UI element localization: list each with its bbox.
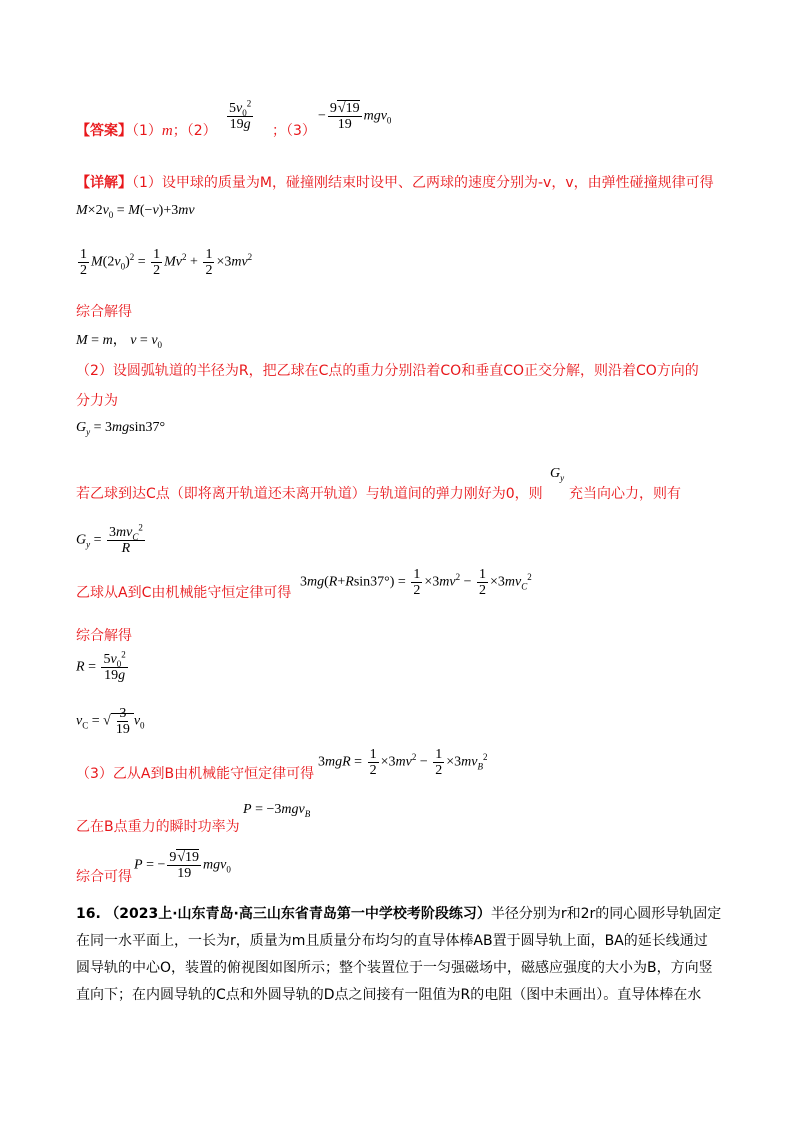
answer-label: 【答案】 <box>76 123 132 139</box>
answer-sep2: ； <box>272 123 286 139</box>
answer-part1: （1） <box>132 123 162 139</box>
momentum-equation: $M\times 2v_0 = M(-v)+3mv$ <box>76 203 195 220</box>
question-16 <box>76 901 726 1009</box>
condition-line <box>76 483 543 503</box>
part2-line2: 分力为 <box>76 393 118 409</box>
condition-text-b: 充当向心力，则有 <box>569 486 681 502</box>
detail-text-1: （1）设甲球的质量为M，碰撞刚结束时设甲、乙两球的速度分别为-v，v，由弹性碰撞规律可得 <box>132 175 714 191</box>
energy-equation-ac: 3mg(R+Rsin37°) = $\frac{1}{2}$ $\times 3mv^2$ − $\frac{1}{2}$ $\times 3mv_C^2$ <box>300 567 532 598</box>
power-text: 乙在B点重力的瞬时功率为 <box>76 819 240 835</box>
q16-line3: 圆导轨的中心O，装置的俯视图如图所示；整个装置位于一匀强磁场中，磁感应强度的大小为B，方向竖 <box>76 960 713 976</box>
energy-equation-1: $\frac{1}{2}$ $M(2v_0)^2$ = $\frac{1}{2}$ $Mv^2$ + $\frac{1}{2}$ $\times 3mv^2$ <box>80 247 253 278</box>
answer-sep1: ； <box>172 123 187 139</box>
vc-result: $v_C$ = √ $\frac{3}{19}$ $v_0$ <box>76 706 145 737</box>
energy-text-ac: 乙球从A到C由机械能守恒定律可得 <box>76 585 292 601</box>
final-equation: P = − $\frac{9√19}{19}$ mgv$_0$ <box>134 850 231 881</box>
answer-tail <box>272 120 316 140</box>
combine-solve-2: 综合解得 <box>76 628 132 644</box>
energy-equation-ab: 3mgR = $\frac{1}{2}$ $\times 3mv^2$ − $\frac{1}{2}$ $\times 3mv_B^2$ <box>318 747 488 778</box>
result-1: M = m， $v = v_0$ <box>76 333 163 350</box>
final-text: 综合可得 <box>76 869 132 885</box>
condition-text-a: 若乙球到达C点（即将离开轨道还未离开轨道）与轨道间的弹力刚好为0，则 <box>76 486 543 502</box>
answer-part3-formula: − $\frac{9√19}{19}$ mgv$_0$ <box>318 101 392 132</box>
answer-line <box>76 120 217 140</box>
centripetal-equation: $G_y$ = $\frac{3mv_C^2}{R}$ <box>76 522 143 556</box>
power-equation: P = −3mgv$_B$ <box>243 802 311 819</box>
part3-text: （3）乙从A到B由机械能守恒定律可得 <box>76 766 315 782</box>
radius-result: R = $\frac{5v_0^2}{19g}$ <box>76 649 126 683</box>
answer-part1-value: m <box>161 123 173 139</box>
detail-line1 <box>76 172 714 192</box>
answer-part2: （2） <box>186 123 217 139</box>
q16-line1-text: 半径分别为r和2r的同心圆形导轨固定 <box>490 906 722 922</box>
q16-line4: 直向下；在内圆导轨的C点和外圆导轨的D点之间接有一阻值为R的电阻（图中未画出）。直导体棒在水 <box>76 987 702 1003</box>
q16-source: （2023上·山东青岛·高三山东省青岛第一中学校考阶段练习） <box>105 906 491 922</box>
combine-solve-1: 综合解得 <box>76 304 132 320</box>
gravity-component-eq: $G_y = 3mgsin37^\circ$ <box>76 420 166 437</box>
q16-line1 <box>76 901 726 928</box>
detail-label: 【详解】 <box>76 175 132 191</box>
q16-line2: 在同一水平面上，一长为r，质量为m且质量分布均匀的直导体棒AB置于圆导轨上面，BA的延长线通过 <box>76 933 708 949</box>
gy-symbol: $G_y$ <box>550 466 565 483</box>
part2-line1: （2）设圆弧轨道的半径为R，把乙球在C点的重力分别沿着CO和垂直CO正交分解，则沿着CO方向的 <box>76 363 699 379</box>
answer-part2-formula: $\frac{5v_0^2}{19g}$ <box>229 98 252 132</box>
answer-part3: （3） <box>286 123 316 139</box>
q16-number: 16. <box>76 906 101 922</box>
